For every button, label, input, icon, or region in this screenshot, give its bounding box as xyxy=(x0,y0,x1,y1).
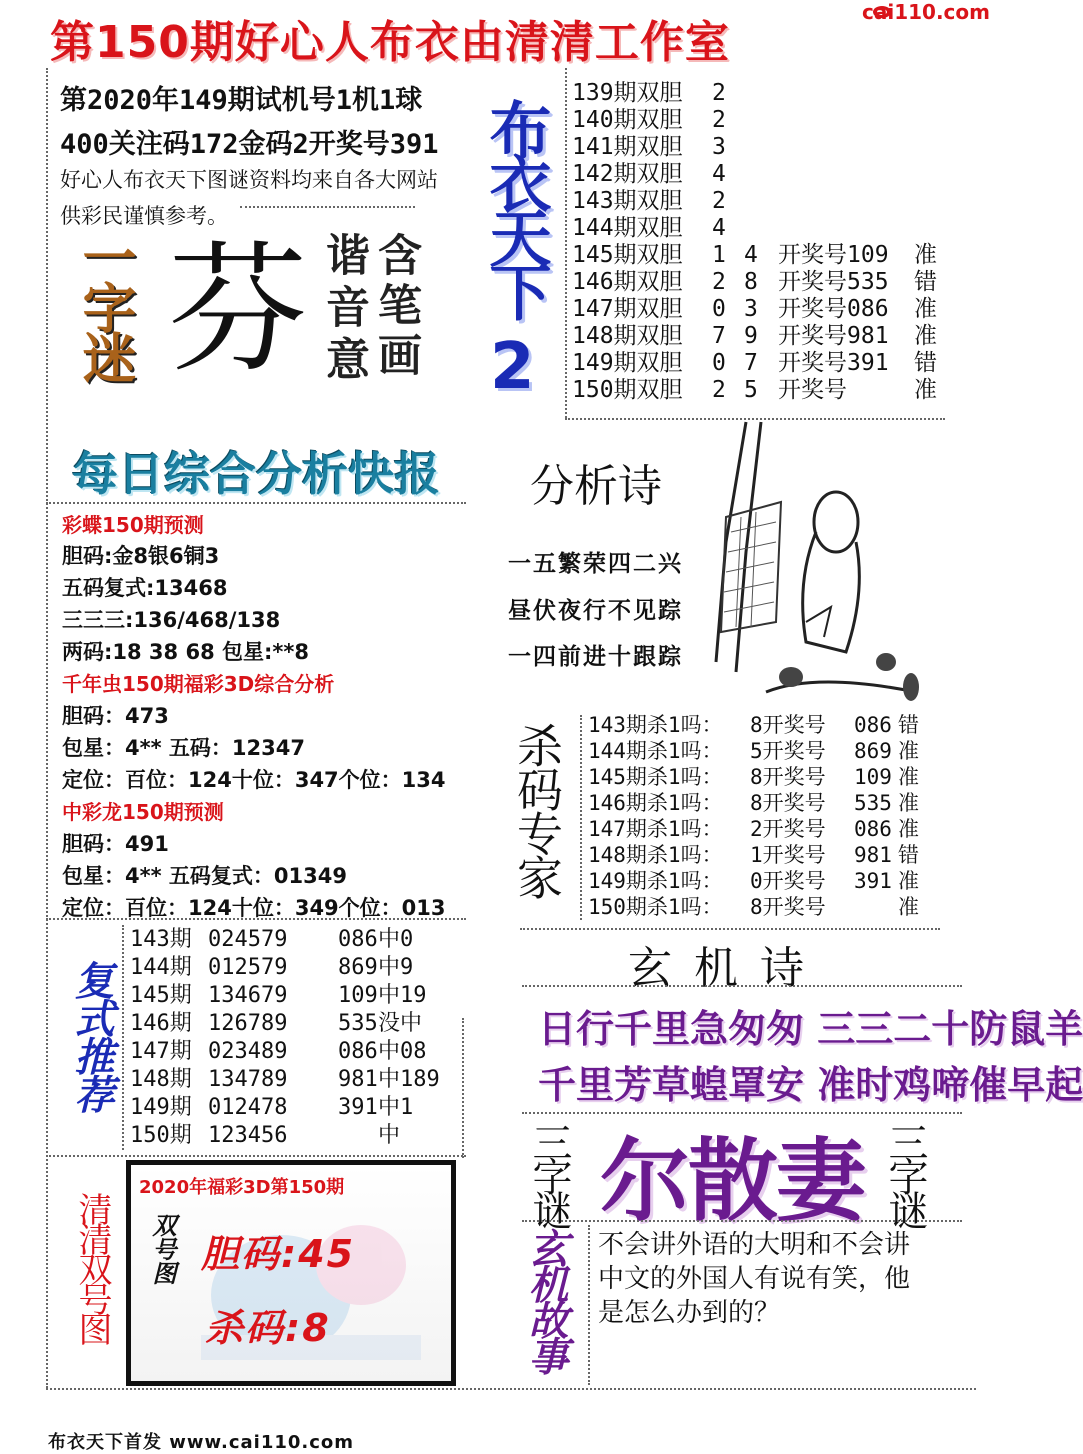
dan-b-cell: 4 xyxy=(744,242,758,268)
divider xyxy=(46,1155,466,1157)
dan-a-cell: 0 xyxy=(712,350,726,376)
divider xyxy=(240,206,415,208)
fushi-draw-cell: 086 xyxy=(338,927,378,952)
analysis-poem-line: 一四前进十跟踪 xyxy=(508,644,683,670)
daily-banner: 每日综合分析快报 xyxy=(72,447,440,501)
fushi-draw-cell: 535 xyxy=(338,1011,378,1036)
riddle-hint-col1: 谐音意 xyxy=(318,232,369,388)
kill-row xyxy=(588,842,938,868)
double-dan-row xyxy=(572,242,952,269)
dan-a-cell: 2 xyxy=(712,80,726,106)
analysis-poem-line: 一五繁荣四二兴 xyxy=(508,551,683,577)
page-title: 第150期好心人布衣由清清工作室 xyxy=(50,17,730,68)
fushi-draw-cell: 869 xyxy=(338,955,378,980)
kill-draw-cell: 086 xyxy=(854,713,892,737)
double-dan-row xyxy=(572,296,952,323)
prediction-line: 胆码：491 xyxy=(62,832,169,856)
result-cell: 准 xyxy=(914,296,937,322)
kill-row xyxy=(588,712,938,738)
divider xyxy=(522,1220,962,1222)
fushi-numbers-cell: 023489 xyxy=(208,1039,288,1064)
period-cell: 145期双胆 xyxy=(572,242,683,268)
fushi-numbers-cell: 134789 xyxy=(208,1067,288,1092)
caution-note: 供彩民谨慎参考。 xyxy=(60,204,228,228)
kill-period-cell: 147期杀1吗： xyxy=(588,817,723,841)
kill-draw-cell: 869 xyxy=(854,739,892,763)
riddle-three-label-right: 三字谜 xyxy=(882,1122,928,1224)
kill-draw-cell: 109 xyxy=(854,765,892,789)
prediction-head: 彩蝶150期预测 xyxy=(62,513,204,537)
draw-cell: 开奖号 xyxy=(778,377,847,403)
fushi-numbers-cell: 024579 xyxy=(208,927,288,952)
fushi-result-cell: 中19 xyxy=(378,983,427,1008)
period-cell: 144期双胆 xyxy=(572,215,683,241)
double-dan-row xyxy=(572,350,952,377)
fushi-numbers-cell: 134679 xyxy=(208,983,288,1008)
analysis-poem-line: 昼伏夜行不见踪 xyxy=(508,598,683,624)
fushi-table xyxy=(130,926,460,1150)
kill-number-cell: 0开奖号 xyxy=(750,869,826,893)
kill-draw-cell: 086 xyxy=(854,817,892,841)
result-cell: 准 xyxy=(914,242,937,268)
kill-number-cell: 8开奖号 xyxy=(750,765,826,789)
kill-draw-cell: 535 xyxy=(854,791,892,815)
fushi-result-cell: 中9 xyxy=(378,955,414,980)
sketch-illustration xyxy=(706,422,926,707)
fushi-result-cell: 中0 xyxy=(378,927,414,952)
riddle-hint-col2: 含笔画 xyxy=(370,232,421,382)
kill-number-cell: 5开奖号 xyxy=(750,739,826,763)
kill-row xyxy=(588,868,938,894)
double-dan-table xyxy=(572,80,952,404)
kill-period-cell: 149期杀1吗： xyxy=(588,869,723,893)
kill-number-cell: 8开奖号 xyxy=(750,791,826,815)
draw-cell: 开奖号391 xyxy=(778,350,889,376)
kill-border xyxy=(580,715,582,920)
fushi-period-cell: 150期 xyxy=(130,1123,192,1148)
fushi-period-cell: 145期 xyxy=(130,983,192,1008)
kill-row xyxy=(588,764,938,790)
site-link[interactable]: cai110.com xyxy=(862,0,990,24)
xuanji-poem-title: 玄 机 诗 xyxy=(628,943,808,994)
fushi-numbers-cell: 012478 xyxy=(208,1095,288,1120)
dan-a-cell: 4 xyxy=(712,215,726,241)
result-cell: 错 xyxy=(914,269,937,295)
fushi-row xyxy=(130,1066,460,1094)
double-dan-row xyxy=(572,377,952,404)
dan-a-cell: 2 xyxy=(712,188,726,214)
test-number-line: 第2020年149期试机号1机1球 xyxy=(60,85,423,116)
period-cell: 143期双胆 xyxy=(572,188,683,214)
draw-cell: 开奖号535 xyxy=(778,269,889,295)
kill-result-cell: 准 xyxy=(898,895,919,919)
analysis-poem-title: 分析诗 xyxy=(530,461,662,512)
riddle-one-label: 一字迷 xyxy=(74,230,137,380)
draw-cell: 开奖号086 xyxy=(778,296,889,322)
period-cell: 141期双胆 xyxy=(572,134,683,160)
fushi-result-cell: 没中 xyxy=(378,1011,423,1036)
fushi-draw-cell: 981 xyxy=(338,1067,378,1092)
fushi-result-cell: 中1 xyxy=(378,1095,414,1120)
riddle-one-char: 芬 xyxy=(168,229,309,392)
fushi-row xyxy=(130,1122,460,1150)
prediction-line: 两码:18 38 68 包星:**8 xyxy=(62,640,309,664)
prediction-line: 定位：百位：124十位：349个位：013 xyxy=(62,896,446,920)
double-dan-row xyxy=(572,134,952,161)
table-border-left xyxy=(565,68,567,418)
kill-expert-table xyxy=(588,712,938,920)
fushi-period-cell: 147期 xyxy=(130,1039,192,1064)
fushi-result-cell: 中08 xyxy=(378,1039,427,1064)
kill-period-cell: 148期杀1吗： xyxy=(588,843,723,867)
left-border xyxy=(46,68,48,1388)
kill-row xyxy=(588,894,938,920)
dan-b-cell: 7 xyxy=(744,350,758,376)
qingqing-sha: 杀码:8 xyxy=(205,1306,331,1350)
dan-a-cell: 3 xyxy=(712,134,726,160)
dan-a-cell: 0 xyxy=(712,296,726,322)
kill-period-cell: 145期杀1吗： xyxy=(588,765,723,789)
divider xyxy=(46,502,466,504)
qingqing-chart-box xyxy=(126,1160,456,1386)
kill-result-cell: 准 xyxy=(898,739,919,763)
fushi-period-cell: 144期 xyxy=(130,955,192,980)
prediction-line: 五码复式:13468 xyxy=(62,576,228,600)
fushi-numbers-cell: 126789 xyxy=(208,1011,288,1036)
fushi-border xyxy=(122,925,124,1150)
source-note: 好心人布衣天下图谜资料均来自各大网站 xyxy=(60,168,438,192)
dan-a-cell: 7 xyxy=(712,323,726,349)
double-dan-row xyxy=(572,323,952,350)
dan-a-cell: 1 xyxy=(712,242,726,268)
dan-b-cell: 8 xyxy=(744,269,758,295)
xuanji-poem-line2: 千里芳草蝗罩安 准时鸡啼催早起 xyxy=(538,1063,1083,1107)
dan-b-cell: 9 xyxy=(744,323,758,349)
period-cell: 147期双胆 xyxy=(572,296,683,322)
period-cell: 146期双胆 xyxy=(572,269,683,295)
prediction-line: 定位：百位：124十位：347个位：134 xyxy=(62,768,446,792)
result-cell: 错 xyxy=(914,350,937,376)
fushi-row xyxy=(130,1010,460,1038)
double-dan-row xyxy=(572,107,952,134)
dan-b-cell: 3 xyxy=(744,296,758,322)
kill-row xyxy=(588,790,938,816)
kill-row xyxy=(588,738,938,764)
fushi-draw-cell: 391 xyxy=(338,1095,378,1120)
period-cell: 150期双胆 xyxy=(572,377,683,403)
prediction-head: 中彩龙150期预测 xyxy=(62,800,224,824)
brand-vertical: 布衣天下 xyxy=(479,98,552,314)
period-cell: 139期双胆 xyxy=(572,80,683,106)
footer-credit: 布衣天下首发 www.cai110.com xyxy=(48,1432,355,1453)
fushi-row xyxy=(130,1094,460,1122)
double-dan-row xyxy=(572,161,952,188)
double-dan-row xyxy=(572,188,952,215)
story-border xyxy=(588,1225,590,1385)
kill-result-cell: 准 xyxy=(898,791,919,815)
kill-number-cell: 8开奖号 xyxy=(750,895,826,919)
fushi-border-right xyxy=(462,1018,464,1158)
fushi-numbers-cell: 012579 xyxy=(208,955,288,980)
kill-result-cell: 准 xyxy=(898,869,919,893)
period-cell: 140期双胆 xyxy=(572,107,683,133)
result-cell: 准 xyxy=(914,323,937,349)
prediction-line: 胆码：473 xyxy=(62,704,169,728)
riddle-three-label-left: 三字谜 xyxy=(526,1122,572,1224)
kill-result-cell: 准 xyxy=(898,817,919,841)
fushi-label: 复式推荐 xyxy=(68,960,114,1112)
period-cell: 142期双胆 xyxy=(572,161,683,187)
fushi-draw-cell: 086 xyxy=(338,1039,378,1064)
qingqing-label: 清清双号图 xyxy=(72,1192,112,1342)
kill-number-cell: 2开奖号 xyxy=(750,817,826,841)
fushi-period-cell: 146期 xyxy=(130,1011,192,1036)
xuanji-poem-line1: 日行千里急匆匆 三三二十防鼠羊 xyxy=(538,1007,1083,1051)
kill-draw-cell: 391 xyxy=(854,869,892,893)
kill-period-cell: 143期杀1吗： xyxy=(588,713,723,737)
qingqing-side: 双号图 xyxy=(148,1213,176,1285)
focus-number-line: 400关注码172金码2开奖号391 xyxy=(60,129,439,160)
riddle-three-text: 尔散妻 xyxy=(600,1128,864,1234)
prediction-head: 千年虫150期福彩3D综合分析 xyxy=(62,672,335,696)
dan-a-cell: 2 xyxy=(712,269,726,295)
fushi-numbers-cell: 123456 xyxy=(208,1123,288,1148)
prediction-line: 三三三:136/468/138 xyxy=(62,608,281,632)
divider xyxy=(520,928,940,930)
divider xyxy=(522,985,962,987)
prediction-line: 胆码:金8银6铜3 xyxy=(62,544,220,568)
divider xyxy=(46,918,466,920)
dan-a-cell: 2 xyxy=(712,377,726,403)
kill-result-cell: 错 xyxy=(898,713,919,737)
kill-period-cell: 150期杀1吗： xyxy=(588,895,723,919)
fushi-result-cell: 中189 xyxy=(378,1067,440,1092)
predictions-block xyxy=(62,510,482,924)
fushi-period-cell: 149期 xyxy=(130,1095,192,1120)
kill-period-cell: 144期杀1吗： xyxy=(588,739,723,763)
qingqing-dan: 胆码:45 xyxy=(201,1232,356,1276)
prediction-line: 包星：4** 五码：12347 xyxy=(62,736,305,760)
fushi-draw-cell: 109 xyxy=(338,983,378,1008)
kill-expert-label: 杀码专家 xyxy=(510,722,564,898)
bottom-border xyxy=(46,1388,976,1390)
fushi-result-cell: 中 xyxy=(378,1123,401,1148)
fushi-row xyxy=(130,954,460,982)
prediction-line: 包星：4** 五码复式：01349 xyxy=(62,864,347,888)
kill-number-cell: 1开奖号 xyxy=(750,843,826,867)
period-cell: 148期双胆 xyxy=(572,323,683,349)
qingqing-banner: 2020年福彩3D第150期 xyxy=(139,1177,345,1198)
kill-row xyxy=(588,816,938,842)
story-text: 不会讲外语的大明和不会讲中文的外国人有说有笑，他是怎么办到的？ xyxy=(598,1230,911,1328)
kill-result-cell: 错 xyxy=(898,843,919,867)
result-cell: 准 xyxy=(914,377,937,403)
double-dan-row xyxy=(572,215,952,242)
fushi-row xyxy=(130,982,460,1010)
double-dan-row xyxy=(572,80,952,107)
dan-b-cell: 5 xyxy=(744,377,758,403)
draw-cell: 开奖号109 xyxy=(778,242,889,268)
double-dan-row xyxy=(572,269,952,296)
period-cell: 149期双胆 xyxy=(572,350,683,376)
dan-a-cell: 2 xyxy=(712,107,726,133)
dan-a-cell: 4 xyxy=(712,161,726,187)
kill-number-cell: 8开奖号 xyxy=(750,713,826,737)
draw-cell: 开奖号981 xyxy=(778,323,889,349)
fushi-row xyxy=(130,926,460,954)
story-label: 玄机故事 xyxy=(522,1228,568,1372)
fushi-row xyxy=(130,1038,460,1066)
fushi-period-cell: 148期 xyxy=(130,1067,192,1092)
brand-number: 2 xyxy=(490,330,535,404)
fushi-period-cell: 143期 xyxy=(130,927,192,952)
table-border-bottom xyxy=(565,418,945,420)
kill-period-cell: 146期杀1吗： xyxy=(588,791,723,815)
kill-result-cell: 准 xyxy=(898,765,919,789)
kill-draw-cell: 981 xyxy=(854,843,892,867)
